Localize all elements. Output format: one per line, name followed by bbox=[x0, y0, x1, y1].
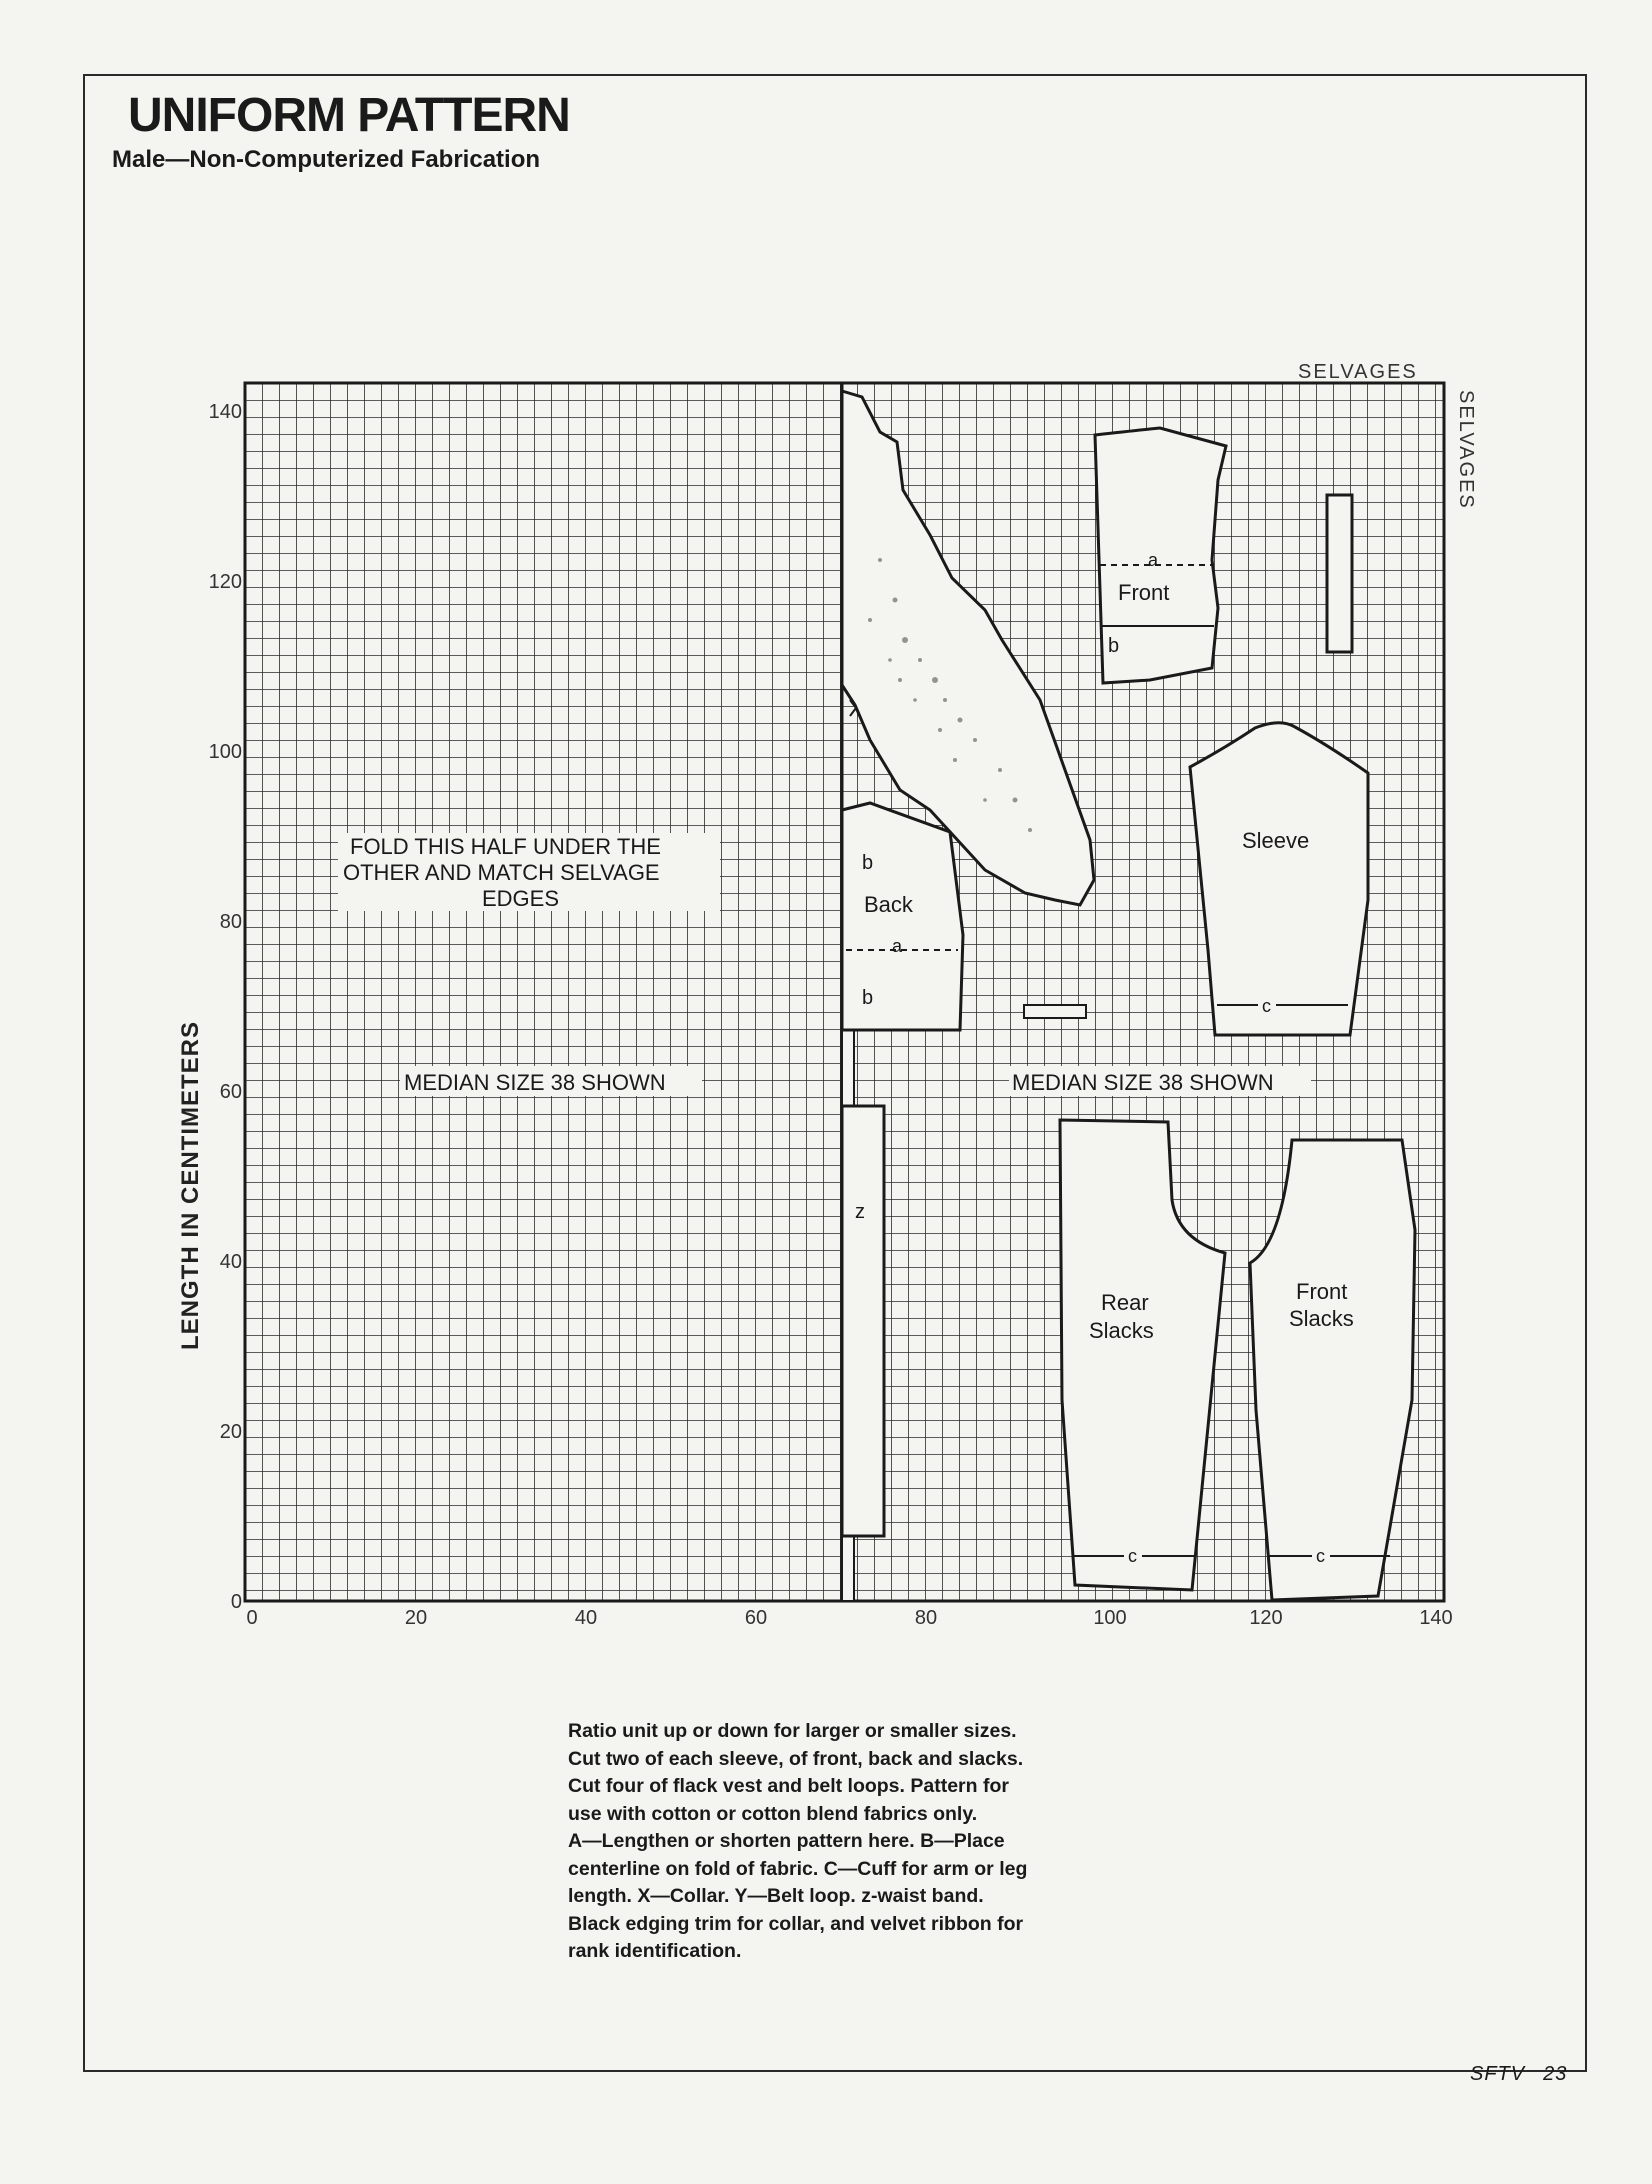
y-tick: 20 bbox=[219, 1421, 242, 1443]
x-tick: 120 bbox=[1249, 1607, 1283, 1629]
median-label-right: MEDIAN SIZE 38 SHOWN bbox=[1012, 1070, 1274, 1095]
rear-slacks-c-label: c bbox=[1128, 1546, 1137, 1566]
x-tick: 60 bbox=[744, 1607, 768, 1629]
pattern-notes bbox=[568, 1718, 1108, 1966]
collar-strip-piece bbox=[1024, 1005, 1086, 1018]
y-tick: 0 bbox=[230, 1591, 242, 1613]
waistband-piece bbox=[842, 1106, 884, 1536]
waistband-label: z bbox=[855, 1201, 865, 1223]
note-line: A—Lengthen or shorten pattern here. B—Place bbox=[568, 1830, 1005, 1852]
fold-note bbox=[338, 833, 720, 911]
y-axis-label: LENGTH IN CENTIMETERS bbox=[177, 1020, 204, 1350]
fold-note-line: FOLD THIS HALF UNDER THE bbox=[350, 834, 661, 859]
back-a-label: a bbox=[892, 936, 903, 956]
note-line: centerline on fold of fabric. C—Cuff for arm or leg bbox=[568, 1857, 1028, 1880]
back-piece bbox=[842, 803, 963, 1030]
sleeve-label: Sleeve bbox=[1242, 828, 1310, 853]
belt-loop-piece bbox=[1327, 495, 1352, 652]
front-slacks-label: Front bbox=[1296, 1279, 1348, 1304]
x-tick: 80 bbox=[914, 1607, 938, 1629]
front-a-label: a bbox=[1148, 550, 1159, 570]
note-line: use with cotton or cotton blend fabrics only. bbox=[568, 1802, 978, 1825]
y-tick: 120 bbox=[208, 571, 242, 593]
page-subtitle: Male—Non-Computerized Fabrication bbox=[112, 146, 541, 173]
page-number: 23 bbox=[1543, 2063, 1568, 2085]
sleeve-c-label: c bbox=[1262, 996, 1271, 1016]
note-line: Cut two of each sleeve, of front, back and slacks. bbox=[568, 1747, 1024, 1770]
selvage-top-label: SELVAGES bbox=[1298, 361, 1418, 383]
selvage-right-label: SELVAGES bbox=[1455, 390, 1477, 510]
page-folio bbox=[1470, 2063, 1567, 2086]
x-tick: 0 bbox=[246, 1607, 258, 1629]
back-label: Back bbox=[864, 892, 913, 917]
y-axis bbox=[209, 401, 242, 1613]
fold-note-line: EDGES bbox=[482, 886, 560, 911]
front-b-label: b bbox=[1108, 635, 1120, 657]
x-tick: 40 bbox=[574, 1607, 598, 1629]
x-tick: 20 bbox=[404, 1607, 428, 1629]
x-tick: 140 bbox=[1419, 1607, 1453, 1629]
fold-note-line: OTHER AND MATCH SELVAGE bbox=[343, 860, 660, 885]
y-tick: 40 bbox=[219, 1251, 242, 1273]
note-line: rank identification. bbox=[568, 1940, 742, 1962]
back-b-bottom-label: b bbox=[862, 987, 874, 1009]
y-tick: 80 bbox=[219, 911, 242, 933]
y-tick: 140 bbox=[208, 401, 242, 423]
median-label-left: MEDIAN SIZE 38 SHOWN bbox=[404, 1070, 666, 1095]
note-line: Black edging trim for collar, and velvet ribbon for bbox=[568, 1912, 1024, 1935]
front-slacks-label: Slacks bbox=[1289, 1306, 1354, 1331]
front-label: Front bbox=[1118, 580, 1170, 605]
note-line: Ratio unit up or down for larger or smaller sizes. bbox=[568, 1720, 1017, 1742]
note-line: Cut four of flack vest and belt loops. Pattern for bbox=[568, 1775, 1009, 1797]
front-piece bbox=[1095, 428, 1226, 683]
front-slacks-c-label: c bbox=[1316, 1546, 1325, 1566]
x-tick: 100 bbox=[1093, 1607, 1127, 1629]
back-b-top-label: b bbox=[862, 852, 874, 874]
y-tick: 100 bbox=[208, 741, 242, 763]
page-title: UNIFORM PATTERN bbox=[128, 89, 570, 142]
sleeve-piece bbox=[1190, 723, 1368, 1035]
rear-slacks-label: Slacks bbox=[1089, 1318, 1154, 1343]
x-axis bbox=[246, 1607, 1452, 1629]
y-tick: 60 bbox=[219, 1081, 242, 1103]
note-line: length. X—Collar. Y—Belt loop. z-waist band. bbox=[568, 1885, 984, 1907]
publication-name: SFTV bbox=[1470, 2063, 1526, 2085]
rear-slacks-label: Rear bbox=[1101, 1290, 1149, 1315]
